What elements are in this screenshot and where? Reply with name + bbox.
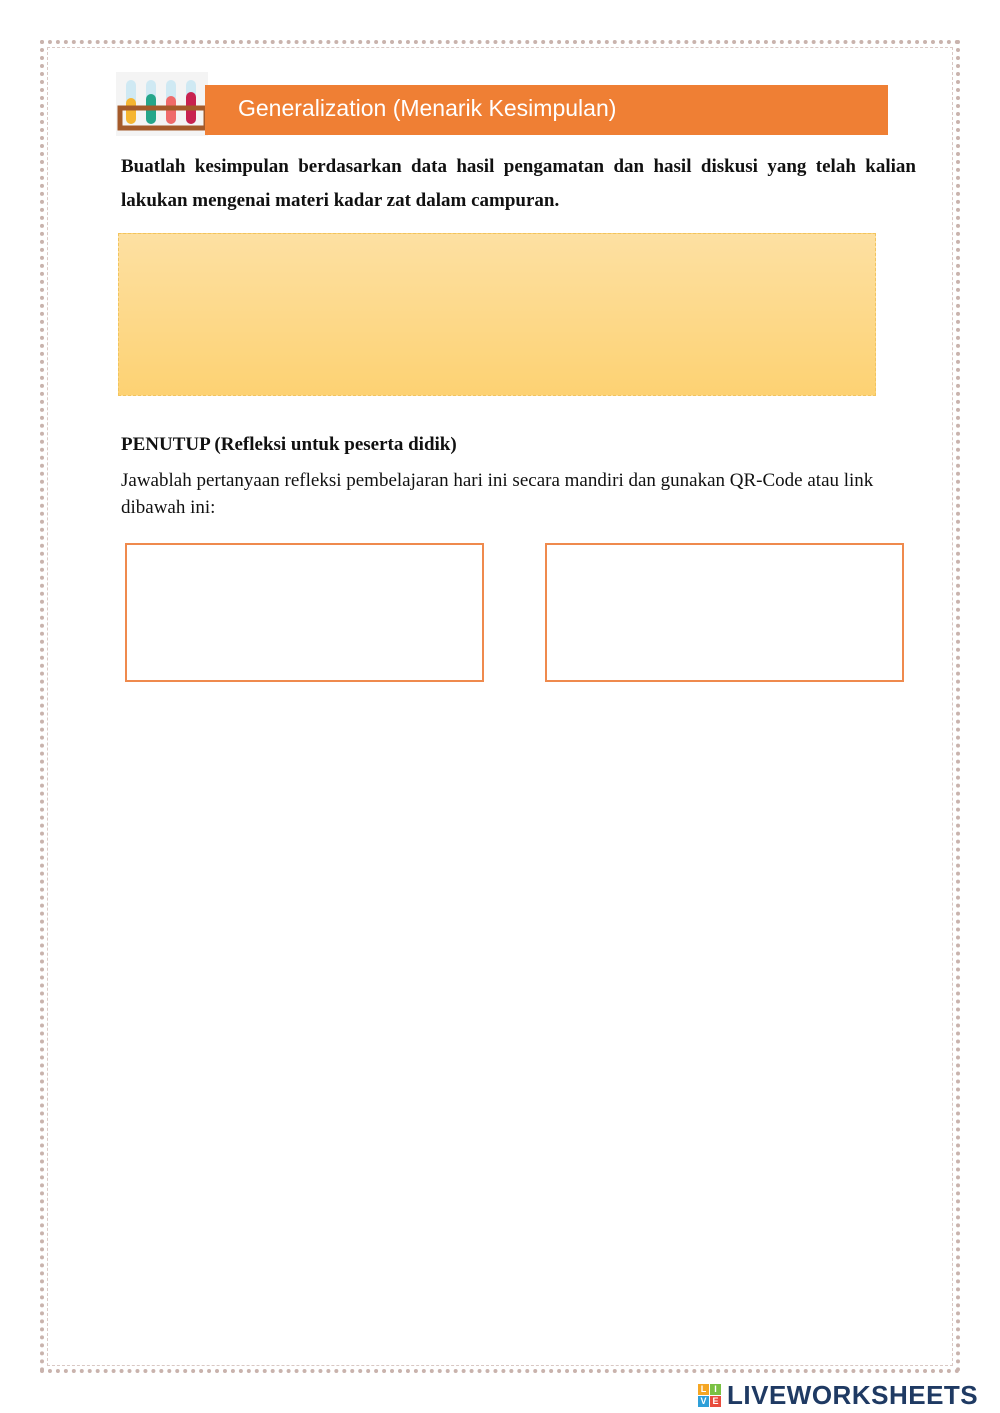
logo-grid-icon (698, 1384, 721, 1407)
qr-code-box (125, 543, 484, 682)
reflection-instruction: Jawablah pertanyaan refleksi pembelajaran hari ini secara mandiri dan gunakan QR-Code atau link dibawah ini: (121, 470, 874, 518)
closing-heading: PENUTUP (Refleksi untuk peserta didik) (121, 434, 457, 455)
conclusion-answer-box[interactable] (118, 233, 876, 396)
logo-letter: I (710, 1384, 721, 1395)
test-tubes-icon (116, 72, 208, 136)
logo-text: LIVEWORKSHEETS (727, 1379, 979, 1410)
logo-letter: E (710, 1396, 721, 1407)
liveworksheets-logo (698, 1380, 978, 1410)
link-box (545, 543, 904, 682)
logo-letter: L (698, 1384, 709, 1395)
instruction-text: Buatlah kesimpulan berdasarkan data hasil pengamatan dan hasil diskusi yang telah kalian lakukan mengenai materi kadar zat dalam campuran. (121, 156, 916, 211)
section-title: Generalization (Menarik Kesimpulan) (238, 95, 617, 121)
logo-letter: V (698, 1396, 709, 1407)
